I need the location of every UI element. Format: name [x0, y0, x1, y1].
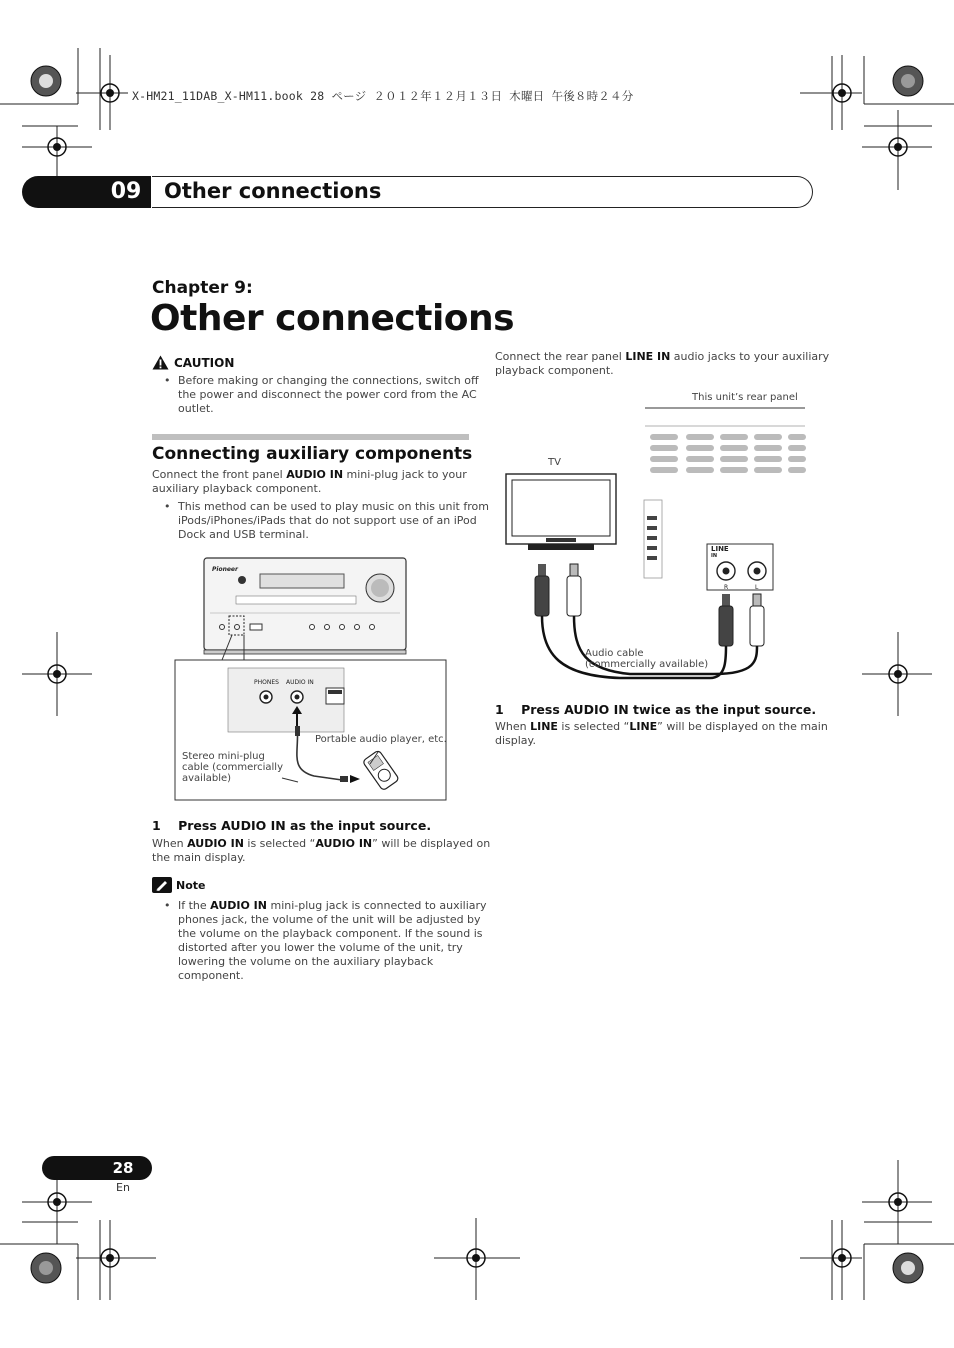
print-header: X-HM21_11DAB_X-HM11.book 28 ページ ２０１２年１２月１３日 木曜日 午後８時２４分 — [132, 89, 634, 103]
section-intro: Connect the front panel AUDIO IN mini-plug jack to your auxiliary playback component. — [152, 468, 467, 495]
phones-label: PHONES — [254, 679, 279, 686]
chapter-bar-title: Other connections — [164, 179, 382, 203]
chapter-number: 09 — [110, 179, 142, 204]
right-intro: Connect the rear panel LINE IN audio jacks to your auxiliary playback component. — [495, 350, 830, 377]
caution-line: the power and disconnect the power cord from the AC — [178, 388, 477, 401]
line-in-sublabel: IN — [711, 553, 718, 559]
warning-icon — [152, 355, 169, 370]
step-heading: 1 Press AUDIO IN as the input source. — [152, 818, 432, 833]
section-heading: Connecting auxiliary components — [152, 444, 473, 464]
rear-panel-figure — [500, 404, 806, 686]
step-body: When AUDIO IN is selected “AUDIO IN” will be displayed on the main display. — [152, 837, 491, 864]
line-in-label: LINE — [711, 545, 729, 553]
rear-panel-caption: This unit’s rear panel — [692, 392, 798, 403]
step-heading-right: 1 Press AUDIO IN twice as the input source. — [495, 702, 817, 717]
caution-line: Before making or changing the connections, switch off — [178, 374, 479, 387]
brand-logo: Pioneer — [212, 566, 238, 573]
section-rule — [152, 434, 469, 440]
page-number: 28 — [112, 1159, 134, 1177]
audio-in-label: AUDIO IN — [286, 679, 314, 686]
caution-heading: CAUTION — [174, 356, 235, 370]
note-text: If the AUDIO IN mini-plug jack is connected to auxiliary phones jack, the volume of the unit will be adjusted by the volume on the playback component. If the sound is distorted after you lower the volume of the unit, try lowering the volume on the auxiliary playback component. — [178, 899, 487, 982]
page-title: Other connections — [150, 298, 515, 339]
section-bullet: This method can be used to play music on this unit from iPods/iPhones/iPads that do not support use of an iPod Dock and USB terminal. — [178, 500, 489, 541]
caution-line: outlet. — [178, 402, 214, 415]
caution-text — [178, 374, 479, 416]
cable-caption: Stereo mini-plug cable (commercially available) — [182, 751, 284, 784]
chapter-label: Chapter 9: — [152, 278, 253, 298]
note-pencil-icon — [152, 877, 172, 893]
audio-cable-caption: Audio cable (commercially available) — [585, 648, 709, 670]
note-heading: Note — [176, 879, 206, 892]
bullet: • — [164, 500, 171, 513]
bullet: • — [164, 899, 171, 912]
page-language: En — [116, 1181, 130, 1194]
r-label: R — [724, 584, 729, 591]
bullet: • — [164, 374, 171, 387]
tv-label: TV — [548, 457, 561, 468]
l-label: L — [755, 584, 759, 591]
player-caption: Portable audio player, etc. — [315, 734, 447, 745]
step-body-right: When LINE is selected “LINE” will be displayed on the main display. — [495, 720, 828, 747]
